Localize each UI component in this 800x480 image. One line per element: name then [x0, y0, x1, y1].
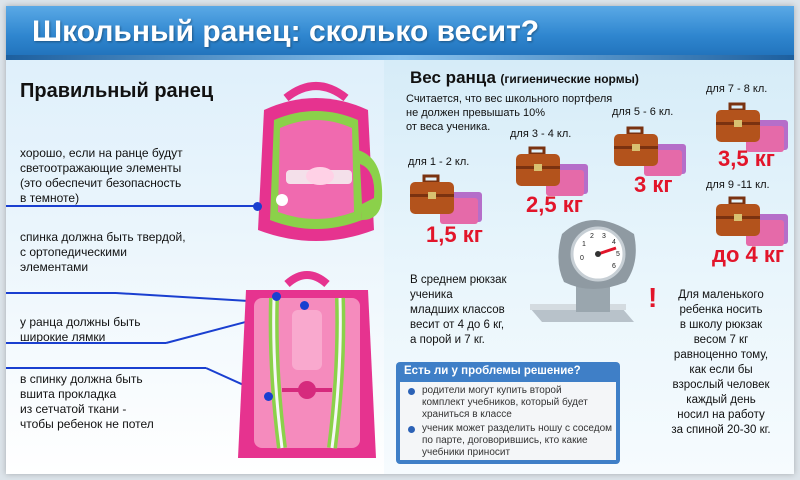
- page-title: Школьный ранец: сколько весит?: [32, 15, 540, 48]
- weight-9-11: до 4 кг: [712, 242, 785, 267]
- backpack-front-illustration: [246, 80, 386, 270]
- grade-label-5-6: для 5 - 6 кл.: [612, 106, 674, 118]
- exclamation-icon: !: [648, 282, 658, 313]
- scale-tick-0: 0: [580, 255, 584, 262]
- weight-5-6: 3 кг: [634, 172, 673, 197]
- note-reflective: хорошо, если на ранце будут светоотражающие элементы (это обеспечит безопасность в темноте): [20, 146, 183, 205]
- right-heading-row: [410, 68, 639, 88]
- note-mesh-padding: в спинку должна быть вшита прокладка из сетчатой ткани - чтобы ребенок не потел: [20, 372, 154, 431]
- grade-label-1-2: для 1 - 2 кл.: [408, 156, 470, 168]
- pointer-dot-mesh: [264, 392, 273, 401]
- left-heading: Правильный ранец: [20, 80, 214, 102]
- bag-icon-9-11: [712, 192, 792, 248]
- weight-3-4: 2,5 кг: [526, 192, 583, 217]
- child-comparison-text: Для маленького ребенка носить в школу рюкзак весом 7 кг равноценно тому, как если бы взрослый человек каждый день носил на работу за спиной 20-30 кг.: [671, 289, 771, 436]
- weight-7-8: 3,5 кг: [718, 146, 775, 171]
- pointer-dot-straps: [300, 301, 309, 310]
- note-wide-straps: у ранца должны быть широкие лямки: [20, 315, 141, 344]
- scale-tick-2: 2: [590, 233, 594, 240]
- right-heading: Вес ранца: [410, 68, 496, 87]
- bag-icon-3-4: [512, 142, 592, 198]
- solution-item-2: ученик может разделить ношу с соседом по парте, договорившись, кто какие учебники приносит: [422, 423, 613, 458]
- right-heading-note: (гигиенические нормы): [500, 72, 639, 86]
- solution-title: Есть ли у проблемы решение?: [404, 365, 581, 377]
- pointer-dot-back: [272, 292, 281, 301]
- solution-bullet-1: [408, 388, 415, 395]
- solution-body: [400, 382, 616, 460]
- title-banner: [6, 6, 794, 60]
- scale-tick-4: 4: [612, 239, 616, 246]
- average-weight-text: В среднем рюкзак ученика младших классов весит от 4 до 6 кг, а порой и 7 кг.: [410, 274, 507, 346]
- solution-box: [396, 362, 620, 464]
- scale-illustration: [522, 212, 650, 332]
- solution-item-1: родители могут купить второй комплект учебников, который будет храниться в классе: [422, 385, 588, 420]
- scale-tick-6: 6: [612, 263, 616, 270]
- infographic-frame: [6, 6, 794, 474]
- grade-label-9-11: для 9 -11 кл.: [706, 179, 770, 191]
- pointer-dot-reflective: [253, 202, 262, 211]
- grade-label-7-8: для 7 - 8 кл.: [706, 83, 768, 95]
- scale-tick-1: 1: [582, 241, 586, 248]
- backpack-back-illustration: [232, 270, 382, 470]
- note-back-hard: спинка должна быть твердой, с ортопедическими элементами: [20, 230, 186, 274]
- bag-icon-5-6: [610, 122, 690, 178]
- scale-tick-5: 5: [616, 251, 620, 258]
- solution-bullet-2: [408, 426, 415, 433]
- grade-label-3-4: для 3 - 4 кл.: [510, 128, 572, 140]
- scale-tick-3: 3: [602, 233, 606, 240]
- weight-1-2: 1,5 кг: [426, 222, 483, 247]
- right-intro: Считается, что вес школьного портфеля не должен превышать 10% от веса ученика.: [406, 93, 613, 133]
- left-panel: [6, 60, 384, 474]
- bag-icon-1-2: [406, 170, 486, 226]
